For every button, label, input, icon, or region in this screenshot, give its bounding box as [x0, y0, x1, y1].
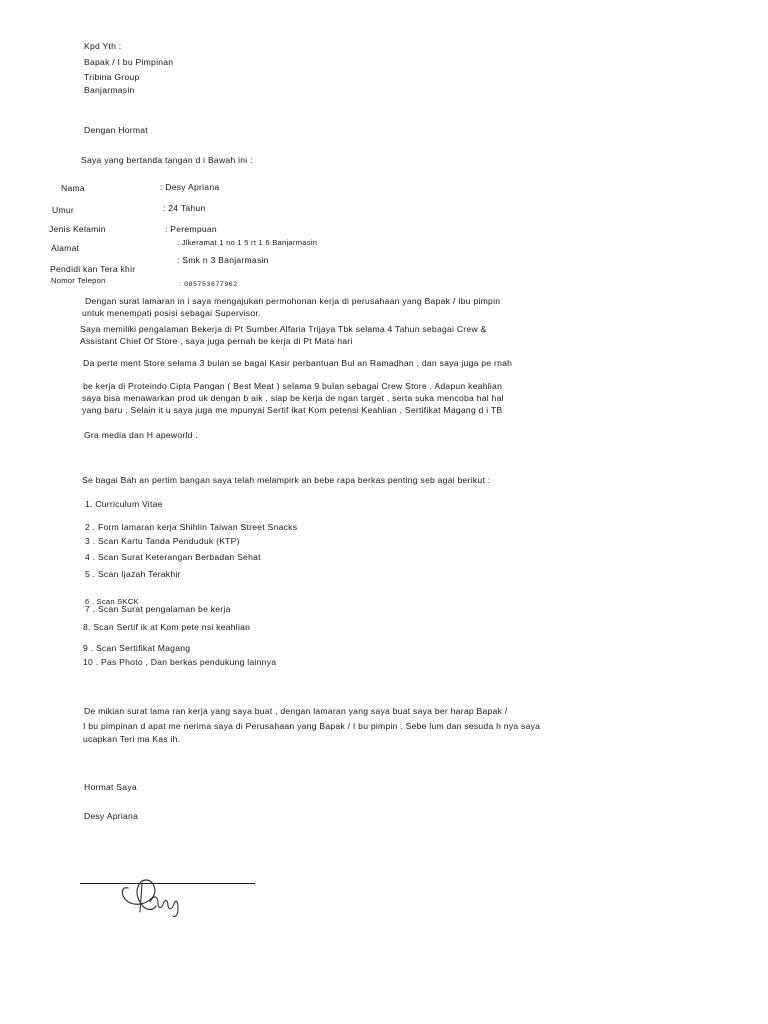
- attachment-item: 8. Scan Sertif ik at Kom pete nsi keahlian: [83, 622, 251, 632]
- body-p5: Gra media dan H apeworld .: [84, 430, 198, 440]
- body-p1-line2: untuk menempati posisi sebagai Supervisor.: [82, 308, 261, 318]
- body-p4-line2: saya bisa menawarkan prod uk dengan b aik , siap be kerja de ngan target , serta suka mencoba hal hal: [82, 393, 504, 403]
- body-p6: Se bagai Bah an pertim bangan saya telah melampirk an bebe rapa berkas penting seb agai berikut :: [82, 475, 491, 485]
- nama-label: Nama: [61, 183, 85, 193]
- recipient-company: Tribina Group: [84, 72, 140, 82]
- closing-line1: De mikian surat lama ran kerja yang saya buat , dengan lamaran yang saya buat saya ber harap Bapak /: [84, 706, 508, 716]
- recipient-kpd: Kpd Yth :: [84, 41, 122, 51]
- alamat-label: Alamat: [51, 243, 80, 253]
- attachment-item: 3 . Scan Kartu Tanda Penduduk (KTP): [85, 536, 240, 546]
- signature-icon: [118, 872, 188, 922]
- recipient-name: Bapak / I bu Pimpinan: [84, 57, 174, 67]
- attachment-item: 9 . Scan Sertifikat Magang: [83, 643, 191, 653]
- jenis-kelamin-label: Jenis Kelamin: [49, 224, 106, 234]
- telepon-value: : 085753677962: [179, 281, 238, 288]
- pendidikan-value: : Smk n 3 Banjarmasin: [177, 255, 269, 265]
- greeting: Dengan Hormat: [84, 125, 148, 135]
- attachment-item: 6 . Scan SKCK: [85, 597, 139, 606]
- body-p3: Da perte ment Store selama 3 bulan se bagai Kasir perbantuan Bul an Ramadhan , dan saya juga pe rnah: [83, 358, 513, 368]
- attachment-item: 2 . Form lamaran kerja Shihlin Taiwan Street Snacks: [85, 522, 298, 532]
- signoff-hormat: Hormat Saya: [84, 782, 137, 792]
- closing-line2: I bu pimpinan d apat me nerima saya di Perusahaan yang Bapak / I bu pimpin . Sebe lum dan sesuda h nya saya: [83, 721, 541, 731]
- recipient-city: Banjarmasin: [84, 85, 135, 95]
- attachment-item: 1. Curriculum Vitae: [85, 499, 163, 509]
- body-p2-line1: Saya memiliki pengalaman Bekerja di Pt Sumber Alfaria Trijaya Tbk selama 4 Tahun sebagai Crew &: [80, 324, 487, 334]
- body-p4-line1: be kerja di Proteindo Cipta Pangan ( Best Meat ) selama 9 bulan sebagai Crew Store . Adapun keahlian: [83, 381, 503, 391]
- pendidikan-label: Pendidi kan Tera khir: [50, 264, 136, 274]
- alamat-value: : Jlkeramat 1 no 1 5 rt 1 6 Banjarmasin: [177, 238, 318, 247]
- telepon-label: Nomor Telepon: [51, 276, 106, 285]
- closing-line3: ucapkan Teri ma Kas ih.: [83, 734, 181, 744]
- attachment-item: 10 . Pas Photo , Dan berkas pendukung lainnya: [83, 657, 277, 667]
- attachment-item: 4 . Scan Surat Keterangan Berbadan Sehat: [85, 552, 261, 562]
- attachment-item: 7 . Scan Surat pengalaman be kerja: [85, 604, 231, 614]
- body-p1-line1: Dengan surat lamaran in i saya mengajukan permohonan kerja di perusahaan yang Bapak / Ibu pimpin: [85, 296, 501, 306]
- signoff-name: Desy Apriana: [84, 811, 139, 821]
- nama-value: : Desy Apriana: [160, 182, 220, 192]
- body-p2-line2: Assistant Chief Of Store , saya juga pernah be kerja di Pt Mata hari: [80, 336, 353, 346]
- body-p4-line3: yang baru , Selain it u saya juga me mpunyai Sertif ikat Kom petensi Keahlian , Sertifikat Magang d i TB: [82, 405, 503, 415]
- attachment-item: 5 . Scan Ijazah Terakhir: [85, 569, 181, 579]
- intro-line: Saya yang bertanda tangan d i Bawah ini :: [81, 155, 253, 165]
- jenis-kelamin-value: : Perempuan: [165, 224, 217, 234]
- umur-label: Umur: [52, 205, 75, 215]
- umur-value: : 24 Tahun: [163, 203, 206, 213]
